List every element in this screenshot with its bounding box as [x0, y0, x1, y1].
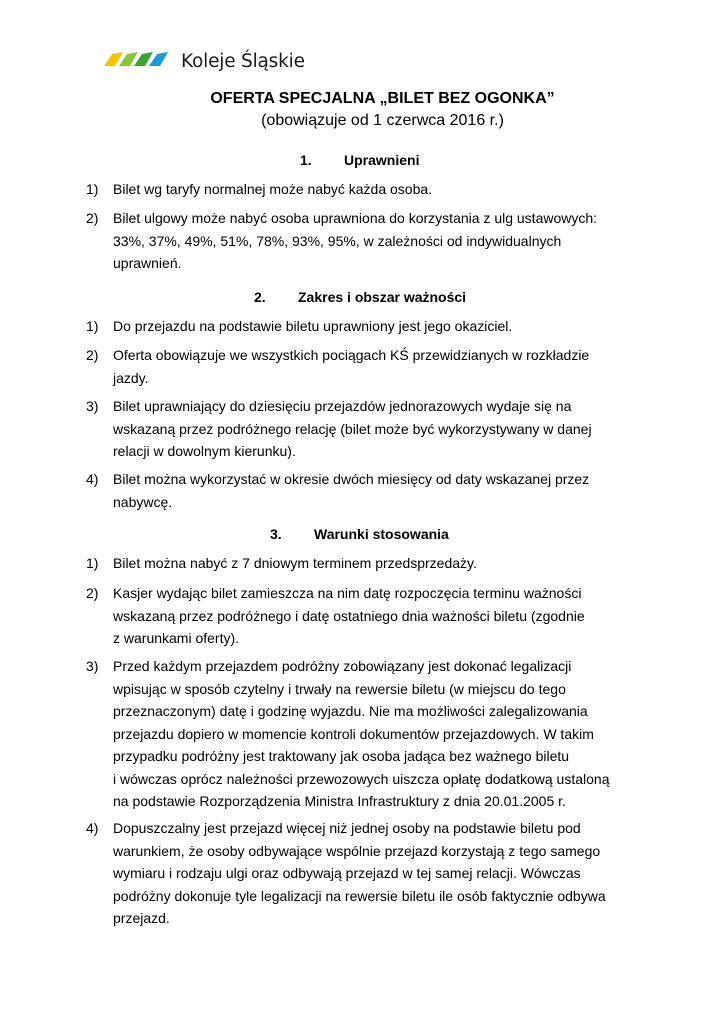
item-line: nabywcę. — [113, 493, 173, 510]
item-line: wskazaną przez podróżnego relację (bilet może być wykorzystywany w danej — [113, 420, 592, 437]
section-number: 2. — [254, 289, 266, 305]
item-text: Do przejazdu na podstawie biletu uprawniony jest jego okaziciel. — [113, 318, 513, 334]
section-number: 1. — [300, 152, 312, 168]
list-item — [86, 395, 646, 463]
section-1-heading — [300, 150, 419, 170]
document-subtitle: (obowiązuje od 1 czerwca 2016 r.) — [261, 112, 504, 129]
section-number: 3. — [270, 526, 282, 542]
list-item — [86, 655, 646, 813]
item-line: i wówczas oprócz należności przewozowych uiszcza opłatę dodatkową ustaloną — [113, 770, 610, 787]
brand-stripe-green — [134, 52, 153, 66]
section-title: Uprawnieni — [344, 152, 420, 168]
item-number: 1) — [86, 318, 99, 334]
document-title: OFERTA SPECJALNA „BILET BEZ OGONKA” — [210, 90, 555, 107]
item-line: relacji w dowolnym kierunku). — [113, 443, 296, 459]
list-item — [86, 315, 646, 338]
brand-stripe-blue — [149, 52, 168, 66]
item-number: 1) — [86, 555, 99, 571]
list-item — [86, 552, 646, 575]
item-line: z warunkami oferty). — [113, 630, 240, 646]
item-line: Bilet można wykorzystać w okresie dwóch miesięcy od daty wskazanej przez — [113, 471, 590, 487]
list-item — [86, 178, 646, 201]
section-3-heading — [270, 524, 449, 544]
item-line: przypadku podróżny jest traktowany jak osoba jadąca bez ważnego biletu — [113, 748, 570, 764]
item-line: Przed każdym przejazdem podróżny zobowiązany jest dokonać legalizacji — [113, 658, 572, 674]
item-line: Bilet uprawniający do dziesięciu przejazdów jednorazowych wydaje się na — [113, 398, 572, 414]
item-line: wymiaru i rodzaju ulgi oraz odbywają przejazd w tej samej relacji. Wówczas — [113, 865, 581, 881]
item-number: 1) — [86, 181, 99, 197]
list-item — [86, 468, 646, 513]
item-line: Dopuszczalny jest przejazd więcej niż jednej osoby na podstawie biletu pod — [113, 820, 581, 836]
item-number: 4) — [86, 820, 99, 836]
list-item — [86, 344, 646, 389]
item-number: 3) — [86, 658, 99, 674]
item-line: 33%, 37%, 49%, 51%, 78%, 93%, 95%, w zależności od indywidualnych — [113, 232, 562, 249]
item-line: przejazdu dopiero w momencie kontroli dokumentów przejazdowych. W takim — [113, 725, 594, 742]
item-line: na podstawie Rozporządzenia Ministra Infrastruktury z dnia 20.01.2005 r. — [113, 793, 566, 809]
section-2-heading — [254, 287, 466, 307]
item-line: wpisując w sposób czytelny i trwały na rewersie biletu (w miejscu do tego — [113, 680, 566, 697]
item-line: Oferta obowiązuje we wszystkich pociągach KŚ przewidzianych w rozkładzie — [113, 347, 590, 363]
list-item — [86, 817, 646, 930]
section-title: Warunki stosowania — [314, 526, 449, 542]
item-number: 3) — [86, 398, 99, 414]
item-line: podróżny dokonuje tyle legalizacji na rewersie biletu ile osób faktycznie odbywa — [113, 887, 606, 904]
item-line: jazdy. — [113, 369, 149, 386]
item-line: wskazaną przez podróżnego i datę ostatniego dnia ważności biletu (zgodnie — [113, 607, 585, 624]
item-text: Bilet wg taryfy normalnej może nabyć każda osoba. — [113, 181, 433, 197]
section-title: Zakres i obszar ważności — [298, 289, 467, 305]
item-line: przejazd. — [113, 910, 170, 926]
item-line: Bilet ulgowy może nabyć osoba uprawniona do korzystania z ulg ustawowych: — [113, 210, 598, 226]
item-number: 4) — [86, 471, 99, 487]
item-number: 2) — [86, 347, 99, 363]
item-line: Kasjer wydając bilet zamieszcza na nim datę rozpoczęcia terminu ważności — [113, 585, 582, 601]
list-item — [86, 207, 646, 275]
brand-logo — [104, 50, 305, 72]
brand-stripe-lightgreen — [119, 52, 138, 66]
list-item — [86, 582, 646, 650]
brand-name: Koleje Śląskie — [181, 50, 305, 72]
item-line: przeznaczonym) datę i godzinę wyjazdu. Nie ma możliwości zalegalizowania — [113, 703, 588, 719]
item-line: warunkiem, że osoby odbywające wspólnie przejazd korzystają z tego samego — [113, 842, 601, 859]
brand-stripes-icon — [104, 50, 174, 72]
item-text: Bilet można nabyć z 7 dniowym terminem przedsprzedaży. — [113, 555, 477, 571]
item-line: uprawnień. — [113, 255, 182, 271]
item-number: 2) — [86, 210, 99, 226]
item-number: 2) — [86, 585, 99, 601]
brand-stripe-yellow — [104, 52, 123, 66]
